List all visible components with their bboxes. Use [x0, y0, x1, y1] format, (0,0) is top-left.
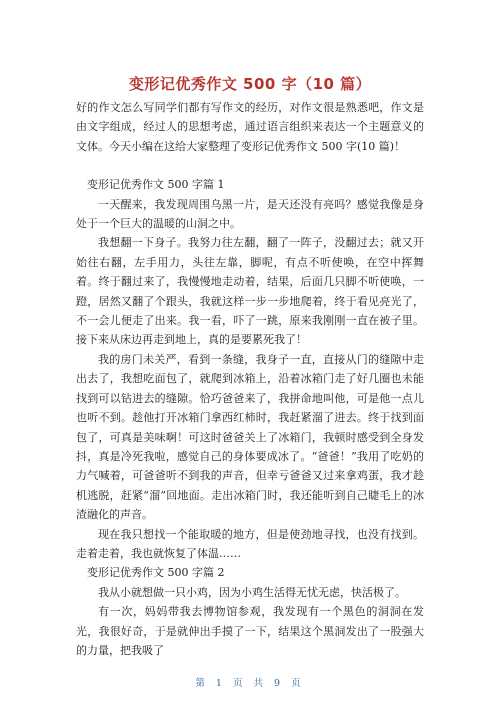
intro-paragraph: 好的作文怎么写同学们都有写作文的经历，对作文很是熟悉吧，作文是由文字组成，经过人的思想考虑，通过语言组织来表达一个主题意义的文体。今天小编在这给大家整理了变形记优秀作文 500 字(10 篇)！	[76, 101, 424, 153]
document-body	[76, 98, 424, 660]
body-paragraph: 我想翻一下身子。我努力往左翻，翻了一阵子，没翻过去；就又开始往右翻，左手用力，头往左靠，脚呢，有点不听使唤，在空中挥舞着。终于翻过来了，我慢慢地走动着，结果，后面几只脚不听使唤，一蹬，居然又翻了个跟头，我就这样一步一步地爬着，终于看见亮光了，不一会儿便走了出来。我一看，吓了一跳，原来我刚刚一直在被子里。接下来从床边再走到地上，真的是要累死我了！	[76, 236, 424, 347]
page-title: 变形记优秀作文 500 字（10 篇）	[128, 75, 372, 93]
section-heading-2: 变形记优秀作文 500 字篇 2	[87, 566, 225, 580]
body-paragraph: 我的房门未关严，看到一条缝，我身子一直，直接从门的缝隙中走出去了，我想吃面包了，就爬到冰箱上，沿着冰箱门走了好几圈也未能找到可以钻进去的缝隙。恰巧爸爸来了，我拼命地叫他，可是他一点儿也听不到。趁他打开冰箱门拿西红柿时，我赶紧溜了进去。终于找到面包了，可真是美味啊！可这时爸爸关上了冰箱门，我顿时感受到全身发抖，真是冷死我啦，感觉自己的身体要成冰了。“爸爸！”我用了吃奶的力气喊着，可爸爸听不到我的声音，但幸亏爸爸又过来拿鸡蛋，我才趁机逃脱，赶紧“溜”回地面。走出冰箱门时，我还能听到自己睫毛上的冰渣融化的声音。	[76, 352, 424, 522]
body-paragraph: 我从小就想做一只小鸡，因为小鸡生活得无忧无虑，快活极了。	[98, 585, 406, 599]
body-paragraph: 有一次，妈妈带我去博物馆参观，我发现有一个黑色的洞洞在发光，我很好奇，于是就伸出手摸了一下，结果这个黑洞发出了一股强大的力量，把我吸了	[76, 605, 424, 657]
body-paragraph: 一天醒来，我发现周围乌黑一片，是天还没有亮吗？感觉我像是身处于一个巨大的温暖的山洞之中。	[76, 197, 424, 231]
body-paragraph: 现在我只想找一个能取暖的地方，但是使劲地寻找，也没有找到。走着走着，我也就恢复了体温……	[76, 527, 424, 560]
page-footer: 第 1 页 共 9 页	[195, 678, 305, 689]
section-heading-1: 变形记优秀作文 500 字篇 1	[87, 178, 225, 192]
